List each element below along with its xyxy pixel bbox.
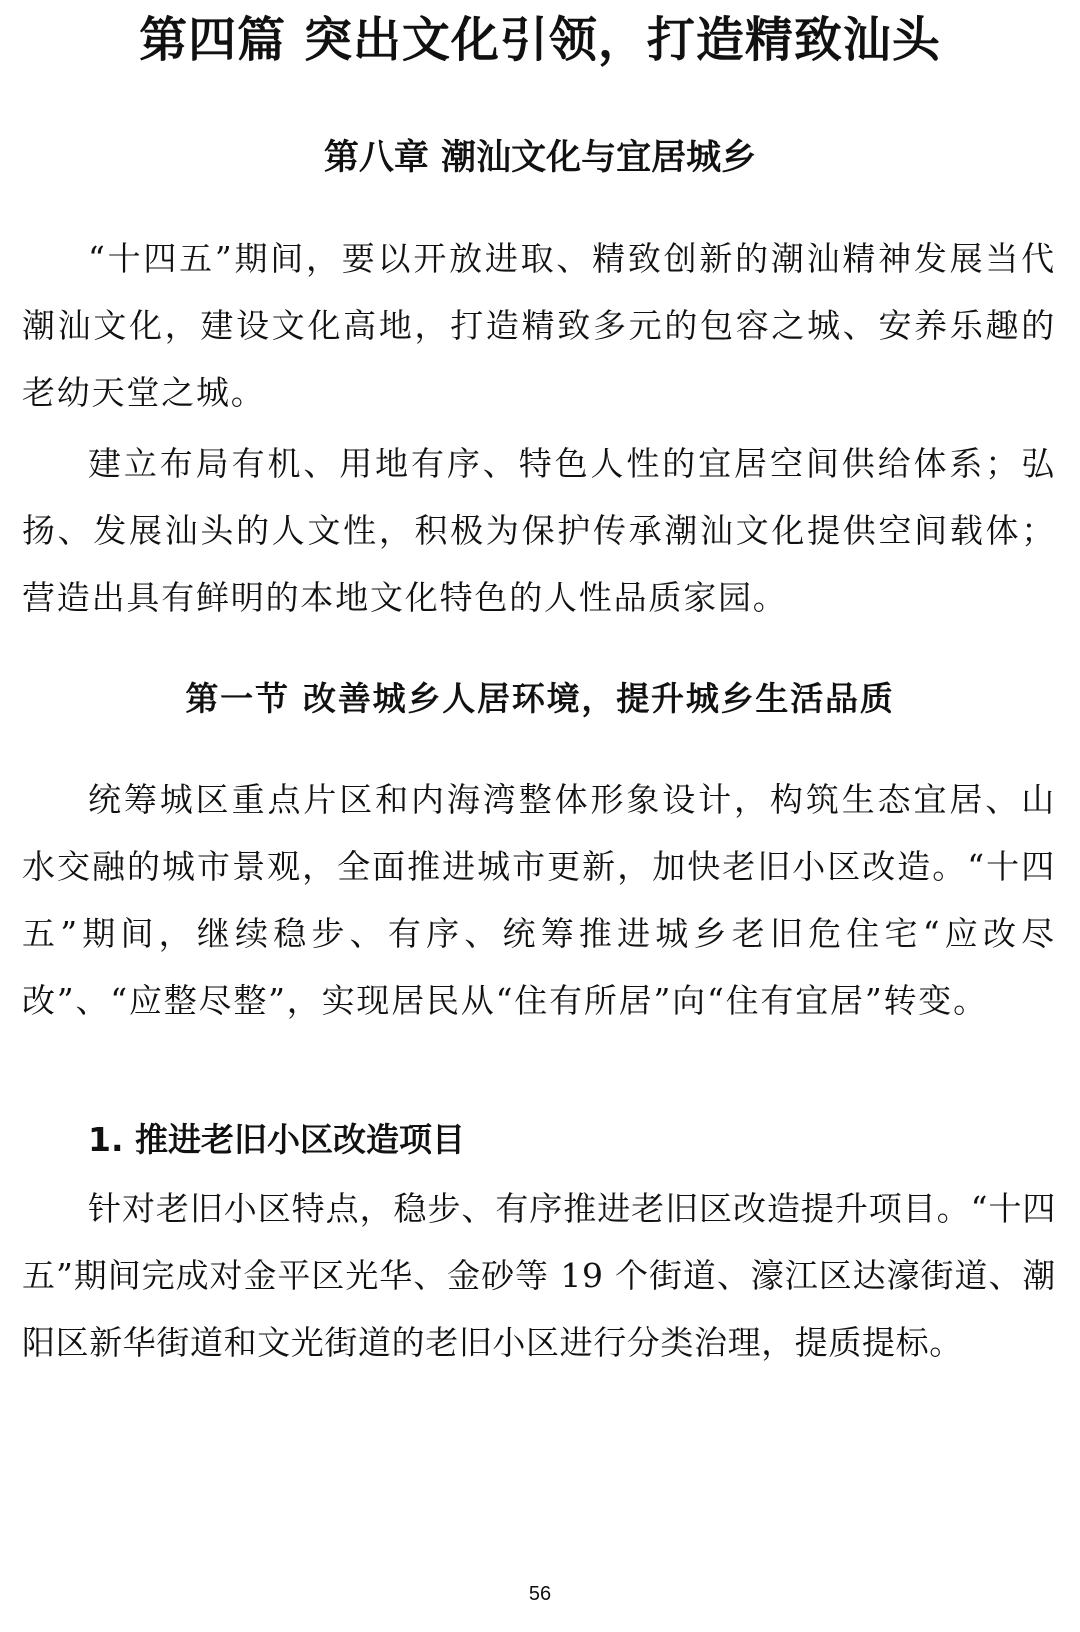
page-number: 56 [528, 1583, 552, 1605]
item-paragraph: 针对老旧小区特点，稳步、有序推进老旧区改造提升项目。“十四五”期间完成对金平区光华、金砂等 19 个街道、濠江区达濠街道、潮阳区新华街道和文光街道的老旧小区进行分类治理，提质提标。 [22, 1189, 1056, 1362]
part-title: 第四篇 突出文化引领，打造精致汕头 [139, 12, 941, 68]
intro-paragraph: “十四五”期间，要以开放进取、精致创新的潮汕精神发展当代潮汕文化，建设文化高地，打造精致多元的包容之城、安养乐趣的老幼天堂之城。 [22, 239, 1056, 412]
item-title: 1. 推进老旧小区改造项目 [88, 1120, 465, 1159]
goal-paragraph: 建立布局有机、用地有序、特色人性的宜居空间供给体系；弘扬、发展汕头的人文性，积极为保护传承潮汕文化提供空间载体；营造出具有鲜明的本地文化特色的人性品质家园。 [22, 444, 1056, 617]
chapter-title: 第八章 潮汕文化与宜居城乡 [323, 138, 757, 178]
section-title: 第一节 改善城乡人居环境，提升城乡生活品质 [185, 679, 895, 718]
section-paragraph: 统筹城区重点片区和内海湾整体形象设计，构筑生态宜居、山水交融的城市景观，全面推进城市更新，加快老旧小区改造。“十四五”期间，继续稳步、有序、统筹推进城乡老旧危住宅“应改尽改”、“应整尽整”，实现居民从“住有所居”向“住有宜居”转变。 [22, 780, 1056, 1020]
